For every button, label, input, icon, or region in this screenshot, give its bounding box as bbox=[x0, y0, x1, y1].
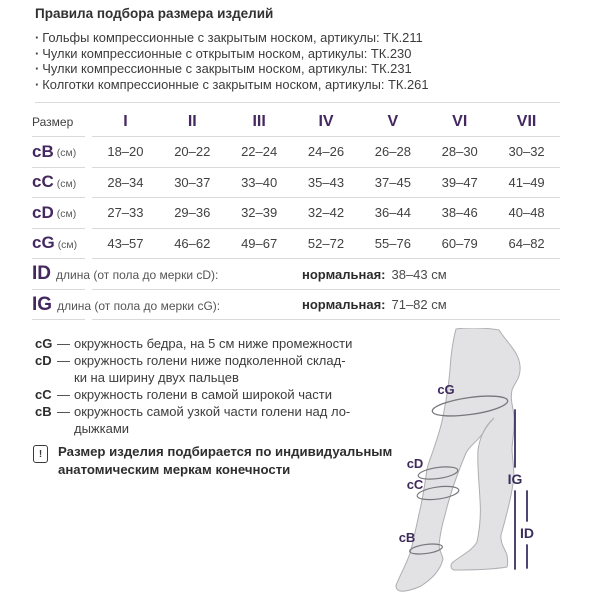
legend-term: cC bbox=[35, 386, 52, 402]
table-row bbox=[32, 137, 560, 168]
list-item: · Гольфы компрессионные с закрытым носком, артикулы: ТК.211 bbox=[35, 30, 429, 46]
table-row bbox=[32, 229, 560, 260]
length-desc: длина (от пола до мерки cD): bbox=[56, 268, 219, 283]
table-cell: 27–33 bbox=[107, 205, 144, 221]
length-value-label: нормальная: bbox=[302, 266, 386, 282]
column-header: V bbox=[387, 112, 399, 130]
row-values bbox=[92, 229, 560, 260]
table-cell: 40–48 bbox=[508, 205, 545, 221]
length-value: 38–43 см bbox=[391, 266, 447, 282]
legend-item bbox=[35, 353, 387, 387]
table-cell: 18–20 bbox=[107, 144, 144, 160]
length-row-content bbox=[32, 259, 560, 290]
table-cell: 52–72 bbox=[307, 235, 345, 251]
table-cell: 22–24 bbox=[241, 144, 278, 160]
length-row bbox=[32, 290, 560, 321]
list-item: · Чулки компрессионные с закрытым носком, артикулы: ТК.231 bbox=[35, 61, 429, 77]
column-header: II bbox=[187, 112, 197, 130]
legend-dash: — bbox=[57, 403, 70, 419]
table-row bbox=[32, 198, 560, 229]
table-cell: 28–34 bbox=[107, 174, 144, 190]
table-cell: 37–45 bbox=[374, 174, 411, 190]
ig-figure-label: IG bbox=[507, 471, 523, 487]
measure-label: cG bbox=[32, 233, 55, 253]
cb-figure-label: cB bbox=[398, 530, 416, 545]
table-cell: 39–47 bbox=[441, 174, 478, 190]
column-header: IV bbox=[318, 112, 334, 130]
table-cell: 46–62 bbox=[174, 235, 211, 251]
table-cell: 24–26 bbox=[307, 144, 345, 160]
table-cell: 41–49 bbox=[508, 174, 545, 190]
row-label-cell bbox=[32, 198, 85, 229]
length-value-group bbox=[302, 259, 447, 290]
table-cell: 20–22 bbox=[174, 144, 211, 160]
table-cell: 36–44 bbox=[374, 205, 411, 221]
table-cell: 30–37 bbox=[174, 174, 211, 190]
table-cell: 64–82 bbox=[508, 235, 545, 251]
fitting-note bbox=[33, 443, 392, 478]
table-cell: 55–76 bbox=[374, 235, 411, 251]
table-cell: 28–30 bbox=[441, 144, 478, 160]
table-header-row bbox=[32, 107, 560, 137]
column-header: VII bbox=[516, 112, 537, 130]
measure-unit: (см) bbox=[57, 238, 78, 251]
list-item: · Колготки компрессионные с закрытым носком, артикулы: ТК.261 bbox=[35, 77, 429, 93]
table-row bbox=[32, 168, 560, 199]
list-item: · Чулки компрессионные с открытым носком, артикулы: ТК.230 bbox=[35, 46, 429, 62]
table-cell: 32–42 bbox=[307, 205, 345, 221]
measure-unit: (см) bbox=[56, 177, 77, 190]
exclamation-icon: ! bbox=[33, 445, 48, 463]
table-cell: 35–43 bbox=[307, 174, 345, 190]
table-cell: 49–67 bbox=[241, 235, 278, 251]
length-row bbox=[32, 259, 560, 290]
cg-figure-label: cG bbox=[437, 382, 455, 397]
legend-item bbox=[35, 404, 387, 438]
page-title: Правила подбора размера изделий bbox=[35, 6, 274, 21]
legend-item bbox=[35, 336, 387, 353]
table-cell: 33–40 bbox=[241, 174, 278, 190]
divider bbox=[35, 102, 560, 103]
table-cell: 43–57 bbox=[107, 235, 144, 251]
table-cell: 32–39 bbox=[241, 205, 278, 221]
row-values bbox=[92, 137, 560, 168]
length-value: 71–82 см bbox=[391, 297, 447, 313]
cc-figure-label: cC bbox=[406, 477, 424, 492]
leg-illustration bbox=[388, 328, 600, 600]
measure-label: cB bbox=[32, 141, 54, 161]
row-values bbox=[92, 198, 560, 229]
legend-dash: — bbox=[57, 336, 70, 351]
legend-term: cD bbox=[35, 352, 52, 368]
size-header-cell bbox=[32, 107, 85, 137]
length-label: IG bbox=[32, 293, 53, 315]
column-header: VI bbox=[452, 112, 468, 130]
length-label: ID bbox=[32, 263, 51, 285]
size-table bbox=[32, 107, 560, 320]
legend-term: cG bbox=[35, 336, 53, 351]
id-figure-label: ID bbox=[520, 525, 534, 541]
legend-text: окружность голени ниже подколенной склад- ки на ширину двух пальцев bbox=[74, 352, 346, 385]
table-cell: 26–28 bbox=[374, 144, 411, 160]
size-label: Размер bbox=[32, 114, 74, 129]
column-header: I bbox=[123, 112, 128, 130]
column-headers bbox=[92, 107, 560, 137]
measure-unit: (см) bbox=[56, 208, 77, 221]
measurement-legend bbox=[35, 336, 387, 437]
note-text: Размер изделия подбирается по индивидуальным анатомическим меркам конечности bbox=[58, 444, 393, 477]
row-label-cell bbox=[32, 137, 85, 168]
legend-text: окружность самой узкой части голени над ло- дыжками bbox=[74, 403, 351, 436]
length-desc: длина (от пола до мерки cG): bbox=[57, 298, 221, 313]
length-row-content bbox=[32, 290, 560, 321]
row-label-cell bbox=[32, 229, 85, 260]
legend-item bbox=[35, 387, 387, 404]
product-list bbox=[35, 30, 429, 92]
cd-figure-label: cD bbox=[406, 456, 424, 471]
length-value-label: нормальная: bbox=[302, 297, 386, 313]
column-header: III bbox=[252, 112, 266, 130]
legend-text: окружность бедра, на 5 см ниже промежности bbox=[74, 336, 353, 351]
legend-text: окружность голени в самой широкой части bbox=[74, 386, 332, 402]
legend-dash: — bbox=[57, 352, 70, 368]
legend-term: cB bbox=[35, 403, 52, 419]
row-label-cell bbox=[32, 168, 85, 199]
measure-label: cC bbox=[32, 172, 54, 192]
table-cell: 38–46 bbox=[441, 205, 478, 221]
length-value-group bbox=[302, 290, 447, 321]
row-values bbox=[92, 168, 560, 199]
measure-unit: (см) bbox=[56, 147, 77, 160]
legend-dash: — bbox=[57, 386, 70, 402]
table-cell: 30–32 bbox=[508, 144, 545, 160]
table-cell: 29–36 bbox=[174, 205, 211, 221]
measure-label: cD bbox=[32, 202, 54, 222]
table-cell: 60–79 bbox=[441, 235, 478, 251]
